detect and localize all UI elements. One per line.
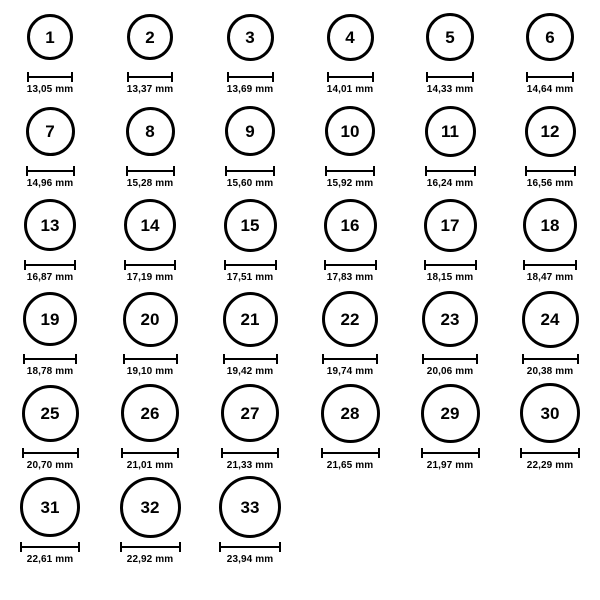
measure-bar-icon bbox=[520, 448, 580, 457]
ring-size-number: 32 bbox=[140, 497, 160, 517]
measure-bar-icon bbox=[525, 166, 576, 175]
measure-tick-left-icon bbox=[126, 166, 128, 176]
measure-bar-icon bbox=[22, 448, 79, 457]
ring-diameter-label: 22,92 mm bbox=[126, 554, 174, 565]
measure-tick-left-icon bbox=[223, 354, 225, 364]
ring-circle-icon bbox=[225, 106, 275, 156]
ring-size-cell[interactable] bbox=[400, 288, 500, 382]
measure-tick-right-icon bbox=[373, 166, 375, 176]
measure-tick-left-icon bbox=[225, 166, 227, 176]
ring-circle-wrap bbox=[327, 6, 374, 68]
ring-circle-wrap bbox=[426, 6, 474, 68]
ring-size-number: 1 bbox=[45, 27, 55, 47]
ring-circle-wrap bbox=[227, 6, 274, 68]
measure-bar-line bbox=[219, 546, 281, 548]
measure-bar-line bbox=[121, 452, 179, 454]
measure-bar-icon bbox=[126, 166, 175, 175]
measure-bar-icon bbox=[26, 166, 75, 175]
ring-diameter-label: 18,47 mm bbox=[526, 272, 574, 283]
ring-size-cell[interactable] bbox=[500, 288, 600, 382]
ring-size-cell[interactable] bbox=[200, 288, 300, 382]
measure-tick-left-icon bbox=[526, 72, 528, 82]
ring-size-number: 30 bbox=[540, 403, 560, 423]
measure-bar-line bbox=[321, 452, 380, 454]
measure-bar-icon bbox=[523, 260, 577, 269]
measure-tick-left-icon bbox=[422, 354, 424, 364]
measure-bar-line bbox=[526, 76, 574, 78]
ring-size-number: 23 bbox=[440, 309, 460, 329]
ring-circle-icon bbox=[227, 14, 274, 61]
ring-circle-icon bbox=[127, 14, 173, 60]
ring-size-number: 10 bbox=[340, 121, 360, 141]
ring-circle-icon bbox=[327, 14, 374, 61]
measure-tick-left-icon bbox=[426, 72, 428, 82]
ring-size-cell[interactable] bbox=[200, 100, 300, 194]
ring-circle-wrap bbox=[121, 382, 179, 444]
measure-bar-icon bbox=[221, 448, 279, 457]
ring-size-cell[interactable] bbox=[300, 100, 400, 194]
ring-circle-icon bbox=[520, 383, 580, 443]
ring-size-cell[interactable] bbox=[200, 382, 300, 476]
ring-diameter-label: 22,61 mm bbox=[26, 554, 74, 565]
measure-tick-right-icon bbox=[476, 354, 478, 364]
measure-bar-line bbox=[324, 264, 377, 266]
ring-size-cell[interactable] bbox=[400, 100, 500, 194]
ring-circle-wrap bbox=[421, 382, 480, 444]
ring-size-number: 11 bbox=[441, 121, 459, 141]
measure-bar-line bbox=[322, 358, 378, 360]
ring-size-number: 18 bbox=[540, 215, 560, 235]
measure-bar-line bbox=[124, 264, 176, 266]
measure-tick-right-icon bbox=[279, 542, 281, 552]
ring-diameter-label: 16,87 mm bbox=[26, 272, 74, 283]
measure-bar-icon bbox=[327, 72, 374, 81]
ring-circle-wrap bbox=[23, 288, 77, 350]
measure-tick-right-icon bbox=[478, 448, 480, 458]
ring-circle-wrap bbox=[425, 100, 476, 162]
measure-bar-icon bbox=[224, 260, 277, 269]
measure-bar-icon bbox=[23, 354, 77, 363]
ring-diameter-label: 16,24 mm bbox=[426, 178, 474, 189]
ring-size-number: 20 bbox=[140, 309, 160, 329]
measure-tick-left-icon bbox=[325, 166, 327, 176]
ring-diameter-label: 15,92 mm bbox=[326, 178, 374, 189]
measure-tick-right-icon bbox=[173, 166, 175, 176]
measure-bar-line bbox=[227, 76, 274, 78]
measure-tick-right-icon bbox=[73, 166, 75, 176]
ring-diameter-label: 17,19 mm bbox=[126, 272, 174, 283]
measure-bar-line bbox=[523, 264, 577, 266]
ring-size-number: 25 bbox=[40, 403, 60, 423]
measure-bar-icon bbox=[227, 72, 274, 81]
measure-bar-icon bbox=[421, 448, 480, 457]
ring-diameter-label: 18,15 mm bbox=[426, 272, 474, 283]
measure-bar-line bbox=[224, 264, 277, 266]
ring-circle-wrap bbox=[221, 382, 279, 444]
measure-tick-left-icon bbox=[522, 354, 524, 364]
ring-circle-icon bbox=[526, 13, 574, 61]
ring-circle-wrap bbox=[525, 100, 576, 162]
ring-size-cell[interactable] bbox=[500, 194, 600, 288]
measure-tick-left-icon bbox=[27, 72, 29, 82]
ring-circle-icon bbox=[426, 13, 474, 61]
ring-diameter-label: 17,51 mm bbox=[226, 272, 274, 283]
measure-tick-right-icon bbox=[177, 448, 179, 458]
ring-circle-icon bbox=[224, 199, 277, 252]
measure-tick-right-icon bbox=[176, 354, 178, 364]
measure-bar-icon bbox=[526, 72, 574, 81]
measure-tick-right-icon bbox=[472, 72, 474, 82]
ring-circle-wrap bbox=[520, 382, 580, 444]
measure-bar-icon bbox=[425, 166, 476, 175]
measure-bar-line bbox=[225, 170, 275, 172]
ring-diameter-label: 17,83 mm bbox=[326, 272, 374, 283]
measure-tick-right-icon bbox=[277, 448, 279, 458]
ring-circle-icon bbox=[324, 199, 377, 252]
measure-bar-icon bbox=[324, 260, 377, 269]
ring-circle-icon bbox=[24, 199, 76, 251]
measure-bar-line bbox=[522, 358, 579, 360]
ring-circle-wrap bbox=[325, 100, 375, 162]
ring-size-number: 21 bbox=[240, 309, 260, 329]
measure-tick-left-icon bbox=[124, 260, 126, 270]
ring-size-number: 33 bbox=[240, 497, 260, 517]
measure-bar-line bbox=[520, 452, 580, 454]
measure-bar-icon bbox=[223, 354, 278, 363]
measure-tick-right-icon bbox=[179, 542, 181, 552]
ring-diameter-label: 14,01 mm bbox=[326, 84, 374, 95]
ring-size-number: 3 bbox=[245, 27, 255, 47]
measure-tick-right-icon bbox=[174, 260, 176, 270]
measure-tick-right-icon bbox=[575, 260, 577, 270]
measure-tick-left-icon bbox=[424, 260, 426, 270]
ring-diameter-label: 21,01 mm bbox=[126, 460, 174, 471]
measure-tick-left-icon bbox=[23, 354, 25, 364]
ring-circle-wrap bbox=[523, 194, 577, 256]
measure-bar-icon bbox=[225, 166, 275, 175]
measure-tick-right-icon bbox=[74, 260, 76, 270]
ring-size-cell[interactable] bbox=[300, 194, 400, 288]
ring-size-number: 29 bbox=[440, 403, 460, 423]
ring-size-cell[interactable] bbox=[400, 194, 500, 288]
ring-circle-icon bbox=[425, 106, 476, 157]
ring-size-number: 5 bbox=[445, 27, 455, 47]
measure-tick-left-icon bbox=[324, 260, 326, 270]
ring-size-cell[interactable] bbox=[0, 194, 100, 288]
measure-bar-line bbox=[126, 170, 175, 172]
ring-diameter-label: 21,97 mm bbox=[426, 460, 474, 471]
ring-size-cell[interactable] bbox=[200, 476, 300, 570]
ring-diameter-label: 18,78 mm bbox=[26, 366, 74, 377]
measure-bar-icon bbox=[522, 354, 579, 363]
ring-circle-wrap bbox=[219, 476, 281, 538]
ring-circle-wrap bbox=[223, 288, 278, 350]
ring-size-cell[interactable] bbox=[0, 476, 100, 570]
ring-circle-icon bbox=[522, 291, 579, 348]
ring-circle-wrap bbox=[126, 100, 175, 162]
measure-bar-icon bbox=[120, 542, 181, 551]
ring-diameter-label: 13,37 mm bbox=[126, 84, 174, 95]
measure-bar-line bbox=[325, 170, 375, 172]
ring-size-number: 22 bbox=[340, 309, 360, 329]
ring-diameter-label: 15,28 mm bbox=[126, 178, 174, 189]
ring-circle-wrap bbox=[526, 6, 574, 68]
ring-size-cell[interactable] bbox=[0, 382, 100, 476]
ring-circle-wrap bbox=[225, 100, 275, 162]
measure-tick-left-icon bbox=[121, 448, 123, 458]
ring-circle-wrap bbox=[24, 194, 76, 256]
ring-circle-wrap bbox=[324, 194, 377, 256]
ring-size-number: 8 bbox=[145, 121, 155, 141]
ring-circle-icon bbox=[20, 477, 80, 537]
ring-size-number: 17 bbox=[440, 215, 460, 235]
measure-tick-left-icon bbox=[26, 166, 28, 176]
ring-circle-icon bbox=[523, 198, 577, 252]
measure-bar-line bbox=[20, 546, 80, 548]
ring-size-number: 9 bbox=[245, 121, 255, 141]
ring-diameter-label: 21,33 mm bbox=[226, 460, 274, 471]
ring-circle-wrap bbox=[322, 288, 378, 350]
ring-diameter-label: 20,38 mm bbox=[526, 366, 574, 377]
measure-bar-icon bbox=[121, 448, 179, 457]
ring-size-cell[interactable] bbox=[100, 382, 200, 476]
ring-size-number: 16 bbox=[340, 215, 360, 235]
measure-tick-left-icon bbox=[525, 166, 527, 176]
ring-size-cell[interactable] bbox=[500, 6, 600, 100]
measure-bar-line bbox=[424, 264, 477, 266]
ring-size-number: 31 bbox=[40, 497, 60, 517]
ring-circle-wrap bbox=[522, 288, 579, 350]
ring-circle-icon bbox=[26, 107, 75, 156]
measure-bar-line bbox=[23, 358, 77, 360]
ring-circle-icon bbox=[120, 477, 181, 538]
ring-size-cell[interactable] bbox=[0, 6, 100, 100]
ring-size-number: 4 bbox=[345, 27, 355, 47]
ring-diameter-label: 14,96 mm bbox=[26, 178, 74, 189]
measure-bar-icon bbox=[123, 354, 178, 363]
measure-tick-left-icon bbox=[20, 542, 22, 552]
measure-tick-right-icon bbox=[71, 72, 73, 82]
measure-tick-right-icon bbox=[372, 72, 374, 82]
ring-diameter-label: 22,29 mm bbox=[526, 460, 574, 471]
measure-tick-left-icon bbox=[520, 448, 522, 458]
ring-circle-icon bbox=[23, 292, 77, 346]
measure-bar-line bbox=[425, 170, 476, 172]
measure-tick-right-icon bbox=[572, 72, 574, 82]
measure-bar-icon bbox=[127, 72, 173, 81]
measure-tick-right-icon bbox=[171, 72, 173, 82]
ring-diameter-label: 19,10 mm bbox=[126, 366, 174, 377]
measure-tick-right-icon bbox=[475, 260, 477, 270]
ring-size-cell[interactable] bbox=[100, 100, 200, 194]
ring-diameter-label: 13,69 mm bbox=[226, 84, 274, 95]
measure-tick-right-icon bbox=[275, 260, 277, 270]
measure-bar-icon bbox=[325, 166, 375, 175]
ring-circle-icon bbox=[124, 199, 176, 251]
ring-size-number: 6 bbox=[545, 27, 555, 47]
measure-tick-right-icon bbox=[376, 354, 378, 364]
ring-circle-wrap bbox=[224, 194, 277, 256]
ring-circle-icon bbox=[126, 107, 175, 156]
measure-tick-right-icon bbox=[378, 448, 380, 458]
measure-tick-left-icon bbox=[123, 354, 125, 364]
measure-bar-icon bbox=[27, 72, 73, 81]
measure-bar-line bbox=[426, 76, 474, 78]
ring-circle-icon bbox=[219, 476, 281, 538]
ring-circle-icon bbox=[424, 199, 477, 252]
measure-tick-right-icon bbox=[574, 166, 576, 176]
measure-bar-line bbox=[22, 452, 79, 454]
ring-circle-wrap bbox=[22, 382, 79, 444]
measure-bar-icon bbox=[422, 354, 478, 363]
ring-circle-wrap bbox=[422, 288, 478, 350]
ring-circle-icon bbox=[221, 384, 279, 442]
ring-circle-wrap bbox=[26, 100, 75, 162]
ring-diameter-label: 23,94 mm bbox=[226, 554, 274, 565]
measure-tick-left-icon bbox=[523, 260, 525, 270]
ring-size-cell[interactable] bbox=[0, 288, 100, 382]
measure-bar-line bbox=[221, 452, 279, 454]
ring-size-number: 19 bbox=[40, 309, 60, 329]
measure-tick-right-icon bbox=[77, 448, 79, 458]
ring-size-number: 27 bbox=[240, 403, 260, 423]
measure-tick-left-icon bbox=[327, 72, 329, 82]
ring-circle-wrap bbox=[123, 288, 178, 350]
ring-circle-wrap bbox=[127, 6, 173, 68]
measure-bar-line bbox=[327, 76, 374, 78]
measure-bar-line bbox=[27, 76, 73, 78]
ring-size-cell[interactable] bbox=[300, 382, 400, 476]
ring-size-cell[interactable] bbox=[400, 6, 500, 100]
ring-circle-icon bbox=[422, 291, 478, 347]
ring-size-cell[interactable] bbox=[0, 100, 100, 194]
ring-size-cell[interactable] bbox=[200, 6, 300, 100]
measure-tick-left-icon bbox=[224, 260, 226, 270]
ring-diameter-label: 13,05 mm bbox=[26, 84, 74, 95]
ring-size-number: 15 bbox=[240, 215, 260, 235]
ring-size-cell[interactable] bbox=[300, 288, 400, 382]
ring-diameter-label: 15,60 mm bbox=[226, 178, 274, 189]
ring-circle-icon bbox=[421, 384, 480, 443]
ring-size-number: 12 bbox=[540, 121, 560, 141]
ring-diameter-label: 20,06 mm bbox=[426, 366, 474, 377]
measure-tick-right-icon bbox=[276, 354, 278, 364]
measure-tick-right-icon bbox=[78, 542, 80, 552]
measure-tick-left-icon bbox=[22, 448, 24, 458]
measure-tick-left-icon bbox=[221, 448, 223, 458]
measure-bar-icon bbox=[219, 542, 281, 551]
measure-tick-left-icon bbox=[321, 448, 323, 458]
measure-tick-left-icon bbox=[127, 72, 129, 82]
ring-diameter-label: 14,33 mm bbox=[426, 84, 474, 95]
measure-tick-right-icon bbox=[273, 166, 275, 176]
ring-diameter-label: 21,65 mm bbox=[326, 460, 374, 471]
measure-bar-icon bbox=[424, 260, 477, 269]
ring-size-number: 14 bbox=[140, 215, 160, 235]
measure-bar-line bbox=[223, 358, 278, 360]
ring-size-cell[interactable] bbox=[300, 6, 400, 100]
measure-tick-left-icon bbox=[227, 72, 229, 82]
measure-bar-line bbox=[24, 264, 76, 266]
measure-tick-left-icon bbox=[421, 448, 423, 458]
ring-size-cell[interactable] bbox=[400, 382, 500, 476]
measure-tick-left-icon bbox=[24, 260, 26, 270]
measure-bar-icon bbox=[24, 260, 76, 269]
measure-bar-line bbox=[127, 76, 173, 78]
ring-diameter-label: 14,64 mm bbox=[526, 84, 574, 95]
ring-circle-icon bbox=[321, 384, 380, 443]
ring-size-cell[interactable] bbox=[200, 194, 300, 288]
ring-circle-icon bbox=[525, 106, 576, 157]
ring-size-cell[interactable] bbox=[500, 100, 600, 194]
measure-bar-icon bbox=[321, 448, 380, 457]
ring-size-number: 24 bbox=[540, 309, 560, 329]
measure-tick-right-icon bbox=[578, 448, 580, 458]
ring-circle-icon bbox=[27, 14, 73, 60]
measure-tick-left-icon bbox=[425, 166, 427, 176]
ring-circle-icon bbox=[22, 385, 79, 442]
measure-tick-left-icon bbox=[322, 354, 324, 364]
ring-size-number: 26 bbox=[140, 403, 160, 423]
measure-bar-line bbox=[26, 170, 75, 172]
ring-size-cell[interactable] bbox=[100, 6, 200, 100]
ring-circle-wrap bbox=[124, 194, 176, 256]
measure-bar-icon bbox=[124, 260, 176, 269]
measure-tick-right-icon bbox=[474, 166, 476, 176]
ring-size-cell[interactable] bbox=[100, 476, 200, 570]
measure-tick-left-icon bbox=[219, 542, 221, 552]
ring-circle-wrap bbox=[321, 382, 380, 444]
measure-bar-line bbox=[422, 358, 478, 360]
measure-bar-line bbox=[120, 546, 181, 548]
ring-size-number: 13 bbox=[40, 215, 60, 235]
measure-bar-icon bbox=[322, 354, 378, 363]
measure-tick-right-icon bbox=[577, 354, 579, 364]
ring-size-cell[interactable] bbox=[100, 194, 200, 288]
ring-circle-wrap bbox=[20, 476, 80, 538]
measure-bar-icon bbox=[426, 72, 474, 81]
ring-diameter-label: 19,74 mm bbox=[326, 366, 374, 377]
ring-diameter-label: 16,56 mm bbox=[526, 178, 574, 189]
ring-circle-icon bbox=[322, 291, 378, 347]
measure-bar-line bbox=[123, 358, 178, 360]
ring-circle-wrap bbox=[120, 476, 181, 538]
ring-circle-icon bbox=[121, 384, 179, 442]
ring-size-cell[interactable] bbox=[100, 288, 200, 382]
ring-circle-icon bbox=[223, 292, 278, 347]
measure-tick-right-icon bbox=[75, 354, 77, 364]
ring-size-number: 7 bbox=[45, 121, 55, 141]
ring-size-cell[interactable] bbox=[500, 382, 600, 476]
measure-tick-right-icon bbox=[272, 72, 274, 82]
ring-circle-icon bbox=[123, 292, 178, 347]
ring-size-number: 28 bbox=[340, 403, 360, 423]
ring-diameter-label: 20,70 mm bbox=[26, 460, 74, 471]
ring-size-number: 2 bbox=[145, 27, 155, 47]
ring-circle-icon bbox=[325, 106, 375, 156]
ring-circle-wrap bbox=[424, 194, 477, 256]
measure-tick-right-icon bbox=[375, 260, 377, 270]
measure-bar-line bbox=[421, 452, 480, 454]
measure-bar-line bbox=[525, 170, 576, 172]
measure-bar-icon bbox=[20, 542, 80, 551]
ring-circle-wrap bbox=[27, 6, 73, 68]
ring-diameter-label: 19,42 mm bbox=[226, 366, 274, 377]
measure-tick-left-icon bbox=[120, 542, 122, 552]
